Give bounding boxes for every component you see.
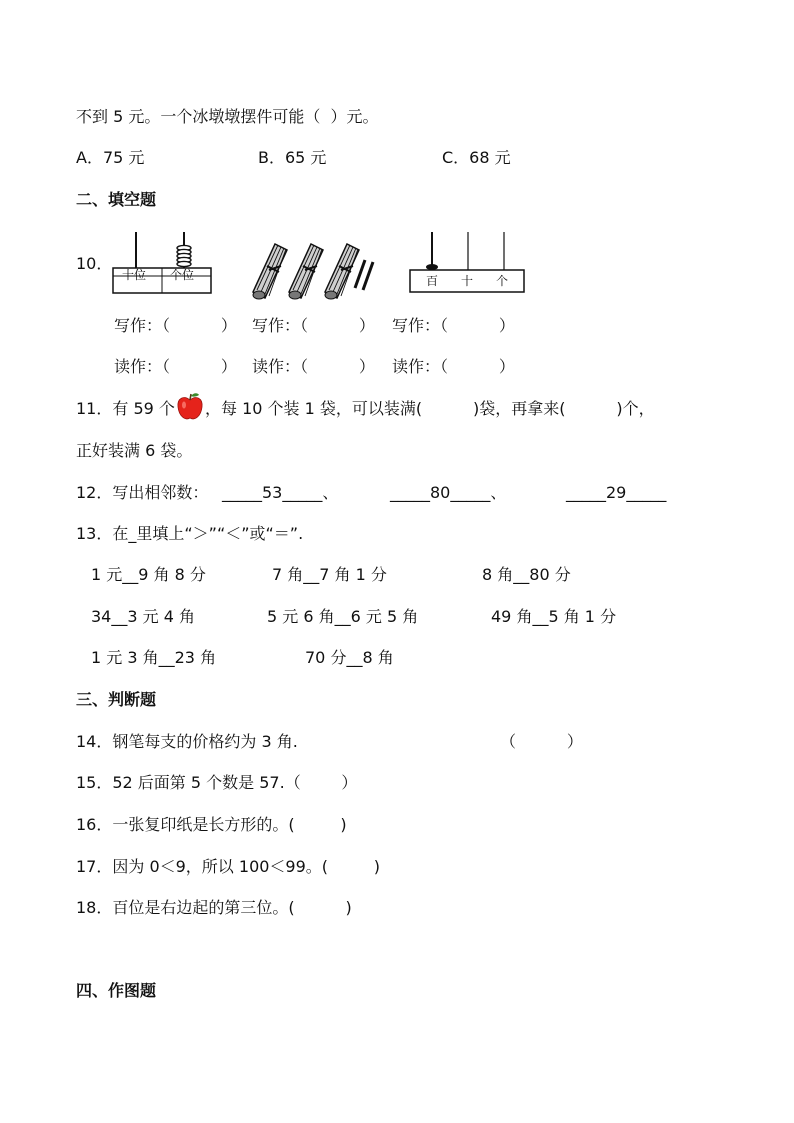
apple-icon (176, 392, 204, 422)
read-as-1: 读作：（ ） (114, 357, 237, 376)
read-as-2: 读作：（ ） (252, 357, 375, 376)
abacus-2-label-hundreds: 百 (426, 274, 439, 288)
q12-item-3: _____29_____ (566, 483, 667, 502)
q12-item-1: _____53_____、 (222, 483, 339, 502)
section-title-fill-in: 二、填空题 (76, 190, 157, 209)
q13-item: 70 分__8 角 (305, 648, 394, 667)
q13-item: 5 元 6 角__6 元 5 角 (267, 607, 419, 626)
judgement-item-17: 17．因为 0＜9，所以 100＜99。( ) (76, 857, 381, 876)
q12-label: 12．写出相邻数： (76, 483, 209, 502)
q9-option-a: A．75 元 (76, 148, 145, 167)
abacus-2-label-tens: 十 (461, 274, 474, 288)
judgement-item-16: 16．一张复印纸是长方形的。( ) (76, 815, 347, 834)
q9-option-b: B．65 元 (258, 148, 327, 167)
q9-option-c: C．68 元 (442, 148, 511, 167)
write-as-1: 写作：（ ） (114, 316, 237, 335)
abacus-1-label-tens: 十位 (122, 268, 147, 282)
q13-item: 34__3 元 4 角 (91, 607, 195, 626)
write-as-3: 写作：（ ） (392, 316, 515, 335)
write-as-2: 写作：（ ） (252, 316, 375, 335)
abacus-1-figure (113, 232, 213, 298)
q11-line2: 正好装满 6 袋。 (76, 441, 193, 460)
judgement-14-answer-paren: （ ） (500, 732, 583, 751)
stick-bundles (245, 236, 385, 306)
abacus-1-beads (177, 245, 191, 266)
q13-intro: 13．在_里填上“＞”“＜”或“＝”. (76, 524, 304, 543)
single-sticks (355, 260, 373, 290)
q11-text-start: 11．有 59 个 (76, 399, 175, 418)
q10-number: 10． (76, 254, 113, 273)
q13-item: 1 元__9 角 8 分 (91, 565, 206, 584)
judgement-item-15: 15．52 后面第 5 个数是 57.（ ） (76, 773, 358, 792)
read-as-3: 读作：（ ） (392, 357, 515, 376)
q13-item: 1 元 3 角__23 角 (91, 648, 217, 667)
q9-text: 不到 5 元。一个冰墩墩摆件可能（ ）元。 (76, 107, 379, 126)
judgement-item-18: 18．百位是右边起的第三位。( ) (76, 898, 352, 917)
stick-bundle (289, 244, 323, 299)
q13-item: 7 角__7 角 1 分 (272, 565, 387, 584)
q11-text-end: ，每 10 个装 1 袋，可以装满( )袋，再拿来( )个， (205, 399, 655, 418)
q13-item: 8 角__80 分 (482, 565, 571, 584)
stick-bundle (325, 244, 359, 299)
q12-item-2: _____80_____、 (390, 483, 507, 502)
abacus-1-label-ones: 个位 (170, 268, 195, 282)
abacus-2-label-ones: 个 (496, 274, 509, 288)
abacus-2-bead (426, 264, 438, 270)
section-title-drawing: 四、作图题 (76, 981, 157, 1000)
judgement-item-14: 14．钢笔每支的价格约为 3 角. (76, 732, 298, 751)
q13-item: 49 角__5 角 1 分 (491, 607, 617, 626)
stick-bundle (253, 244, 287, 299)
section-title-judgement: 三、判断题 (76, 690, 157, 709)
